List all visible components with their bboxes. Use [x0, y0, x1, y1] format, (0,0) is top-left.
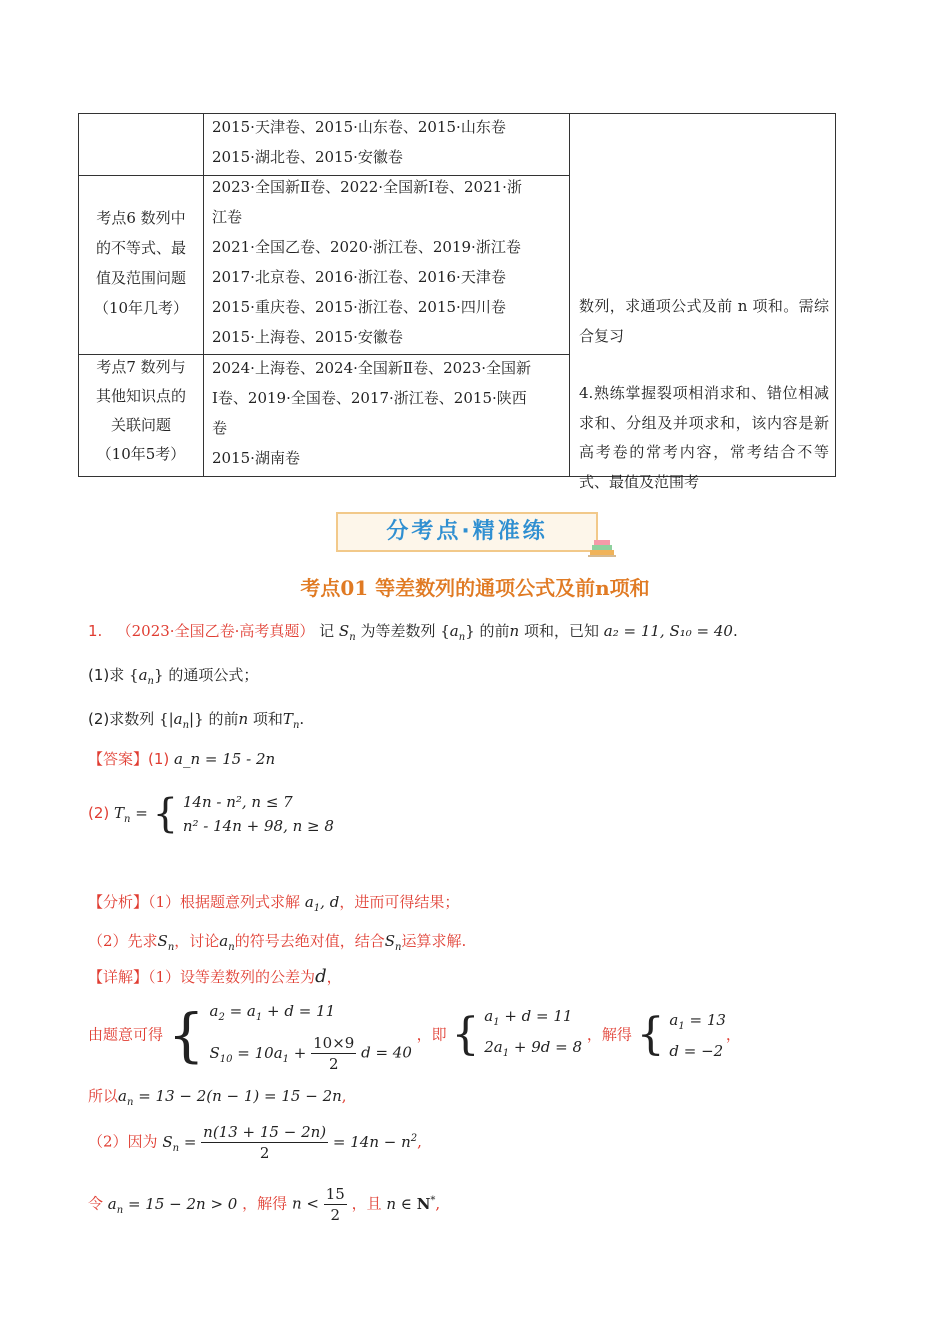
analysis-line-1: 【分析】（1）根据题意列式求解 $a_1$, d，进而可得结果；	[88, 893, 460, 914]
detail-line-5: 令 $a_n = 15 - 2n > 0$ ，解得 n < $\frac{15}{2}$ ，且 n ∈ N*,	[88, 1185, 441, 1224]
table-cell-exams-row2: 2023·全国新Ⅱ卷、2022·全国新Ⅰ卷、2021·浙 江卷 2021·全国乙卷、2020·浙江卷、2019·浙江卷 2017·北京卷、2016·浙江卷、2016·天津卷 2015·重庆卷、2015·浙江卷、2015·四川卷 2015·上海卷、2015·安徽卷	[212, 178, 522, 346]
detail-line-4: （2）因为 $S_n$ = $\frac{n(13 + 15 - 2n)}{2}$ = $14n - n^2$,	[88, 1123, 422, 1162]
table-divider	[203, 114, 204, 476]
section-heading: 考点01 等差数列的通项公式及前n项和	[300, 576, 650, 600]
table-cell-notes: 数列，求通项公式及前 n 项和。需综合复习 4.熟练掌握裂项相消求和、错位相减求和、分组及并项求和，该内容是新高考卷的常考内容，常考结合不等式、最值及范围考	[579, 297, 829, 491]
exam-table	[78, 113, 836, 491]
detail-line-3: 所以$a_n = 13 - 2(n - 1) = 15 - 2n$,	[88, 1087, 347, 1108]
table-cell-topic-7: 考点7 数列与 其他知识点的 关联问题 （10年5考）	[95, 358, 186, 463]
table-divider	[569, 114, 570, 476]
problem-stem: 1. （2023·全国乙卷·高考真题） 记 $S_n$ 为等差数列 $\{a_n\}$ 的前n 项和，已知 a₂ = 11, S₁₀ = 40.	[88, 622, 738, 643]
question-1: (1)求 $\{a_n\}$ 的通项公式；	[88, 666, 259, 687]
section-banner: 分考点·精准练	[336, 512, 598, 552]
table-cell-exams-row1: 2015·天津卷、2015·山东卷、2015·山东卷 2015·湖北卷、2015·安徽卷	[212, 118, 506, 166]
detail-line-1: 【详解】（1）设等差数列的公差为d，	[88, 966, 342, 987]
analysis-line-2: （2）先求$S_n$，讨论$a_n$的符号去绝对值，结合$S_n$运算求解.	[88, 932, 467, 953]
detail-line-2: 由题意可得 { $a_2 = a_1 + d = 11$ $S_{10} = 10a_1$ + $\frac{10\times 9}{2}$ d = 40 ，即 { $a_1 + d = 11$ $2a_1 + 9d = 8$ ，解得 { $a_1 = 13$ d = −2，	[88, 1001, 741, 1073]
answer-part-1: 【答案】(1) a_n = 15 - 2n	[88, 750, 276, 768]
answer-part-2: (2) $T_n$ = { 14n - n², n ≤ 7 n² - 14n + 98, n ≥ 8	[88, 791, 334, 837]
table-cell-topic-6: 考点6 数列中 的不等式、最 值及范围问题 （10年几考）	[93, 209, 189, 317]
books-icon	[588, 536, 616, 558]
question-2: (2)求数列 $\{|a_n|\}$ 的前n 项和$T_n$.	[88, 710, 305, 731]
table-cell-exams-row3: 2024·上海卷、2024·全国新Ⅱ卷、2023·全国新 Ⅰ卷、2019·全国卷、2017·浙江卷、2015·陕西 卷 2015·湖南卷	[212, 359, 532, 467]
